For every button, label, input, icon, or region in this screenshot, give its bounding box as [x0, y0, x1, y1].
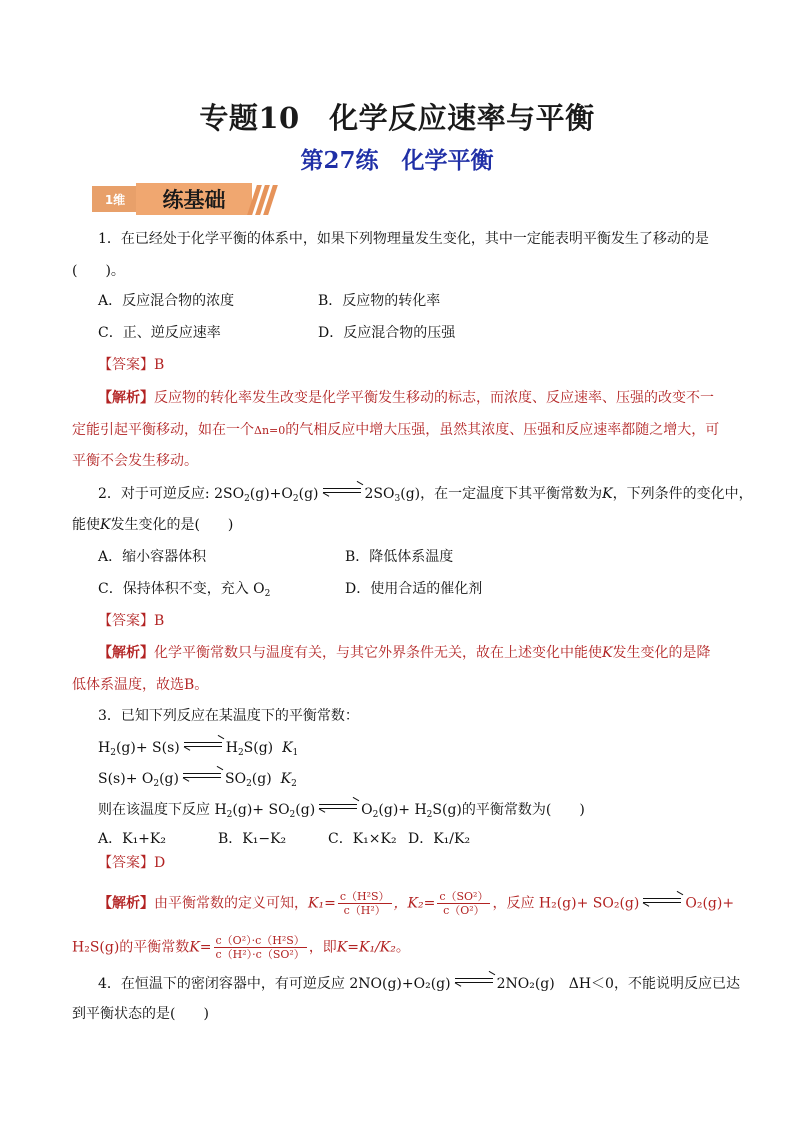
option-text: C．保持体积不变，充入 O [98, 581, 265, 597]
q4-stem-line1 [98, 974, 740, 994]
q3-ask [98, 800, 585, 825]
reaction-text: H [225, 740, 238, 756]
analysis-text: H₂S(g)的平衡常数 [72, 939, 190, 956]
stem-text: (g) [298, 486, 319, 502]
q2-stem-line1 [98, 484, 753, 509]
q1-stem-line2: ( )。 [72, 263, 125, 279]
stem-text: K [602, 486, 613, 502]
reaction-text: S(g) [243, 740, 274, 756]
answer-label: 【答案】 [98, 357, 154, 373]
equilibrium-arrow-icon [643, 896, 681, 906]
stem-text: (g)，在一定温度下其平衡常数为 [400, 486, 603, 502]
analysis-text: ，即 [308, 939, 337, 956]
reaction-text: S(s)+ O [98, 771, 154, 787]
answer-value: D [154, 855, 166, 871]
analysis-text: K₁= [308, 895, 336, 912]
subscript: 2 [426, 810, 433, 820]
subscript: 2 [264, 589, 271, 599]
stem-text: 4．在恒温下的密闭容器中，有可逆反应 2NO(g)+O₂(g) [98, 976, 451, 992]
banner-tag: 1维 [92, 186, 138, 212]
fraction-denominator: c（H²） [343, 904, 386, 917]
q2-option-c [98, 579, 270, 604]
q2-answer [98, 611, 164, 631]
q3-option-d: D．K₁/K₂ [408, 831, 471, 847]
q3-reaction-1 [98, 738, 298, 763]
answer-value: B [154, 357, 165, 373]
fraction [338, 890, 392, 917]
fraction-numerator: c（H²S） [339, 890, 390, 903]
stem-text: (g) [295, 802, 316, 818]
section-banner [92, 183, 268, 215]
stem-text: 2SO [364, 486, 395, 502]
stem-text: 能使 [72, 517, 100, 533]
q2-stem-line2 [72, 515, 233, 535]
fraction-denominator: c（H²）·c（SO²） [215, 948, 305, 961]
equilibrium-arrow-icon [183, 771, 221, 781]
stem-text: O [361, 802, 373, 818]
equilibrium-arrow-icon [319, 802, 357, 812]
q1-analysis-line1 [98, 388, 714, 408]
q1-stem-line1: 1．在已经处于化学平衡的体系中，如果下列物理量发生变化，其中一定能表明平衡发生了移动的是 [98, 231, 709, 247]
q1-answer [98, 355, 164, 375]
fraction-numerator: c（SO²） [439, 890, 489, 903]
analysis-text: 。 [395, 939, 410, 956]
q2-option-b: B．降低体系温度 [345, 549, 454, 565]
stem-text: 发生变化的是( ) [110, 517, 234, 533]
analysis-label: 【解析】 [98, 645, 154, 661]
stem-text: (g)+O [249, 486, 293, 502]
q3-analysis-line1 [98, 890, 734, 917]
subscript: 3 [394, 494, 401, 504]
q3-stem: 3．已知下列反应在某温度下的平衡常数： [98, 708, 359, 724]
banner-label: 练基础 [136, 183, 252, 215]
q3-answer [98, 853, 165, 873]
fraction [214, 934, 307, 961]
subscript: 2 [291, 779, 297, 789]
fraction-numerator: c（O²）·c（H²S） [215, 934, 305, 947]
analysis-text: 由平衡常数的定义可知， [154, 895, 308, 912]
analysis-text: K= [189, 939, 212, 956]
q1-option-b: B．反应物的转化率 [318, 293, 441, 309]
q4-stem-line2: 到平衡状态的是( ) [72, 1006, 209, 1022]
q1-option-a: A．反应混合物的浓度 [98, 293, 235, 309]
subscript: 2 [246, 779, 252, 789]
equilibrium-arrow-icon [184, 740, 222, 750]
q3-option-c: C．K₁×K₂ [328, 831, 397, 847]
analysis-text: Δn=0 [254, 424, 286, 437]
stem-text: 2NO₂(g) ΔH＜0，不能说明反应已达 [496, 976, 740, 992]
reaction-text: SO [224, 771, 247, 787]
q1-option-d: D．反应混合物的压强 [318, 325, 456, 341]
analysis-text: 反应物的转化率发生改变是化学平衡发生移动的标志，而浓度、反应速率、压强的改变不一 [154, 390, 714, 406]
q1-option-c: C．正、逆反应速率 [98, 325, 221, 341]
q3-option-a: A．K₁+K₂ [98, 831, 166, 847]
q3-analysis-line2 [72, 934, 410, 961]
stem-text: ，下列条件的变化中， [612, 486, 753, 502]
analysis-text: K [602, 645, 613, 661]
q2-analysis-line1 [98, 643, 710, 663]
reaction-text: H [98, 740, 111, 756]
reaction-text: (g) [159, 771, 179, 787]
subscript: 2 [226, 810, 233, 820]
page-subtitle: 第27练 化学平衡 [300, 147, 494, 174]
page-title: 专题10 化学反应速率与平衡 [199, 101, 595, 135]
answer-label: 【答案】 [98, 855, 154, 871]
fraction-denominator: c（O²） [443, 904, 485, 917]
reaction-text: (g)+ S(s) [115, 740, 180, 756]
analysis-text: 的气相反应中增大压强，虽然其浓度、压强和反应速率都随之增大，可 [285, 422, 720, 438]
analysis-text: O₂(g)+ [685, 895, 735, 912]
stem-text: (g)+ H [378, 802, 427, 818]
analysis-text: K=K₁/K₂ [336, 939, 396, 956]
q1-analysis-line3: 平衡不会发生移动。 [72, 453, 198, 469]
q2-analysis-line2: 低体系温度，故选B。 [72, 677, 209, 693]
fraction [437, 890, 490, 917]
stem-text: 则在该温度下反应 H [98, 802, 227, 818]
subscript: 2 [372, 810, 379, 820]
subscript: 2 [110, 748, 116, 758]
stem-text: (g)+ SO [232, 802, 290, 818]
analysis-label: 【解析】 [98, 895, 154, 912]
answer-value: B [154, 613, 165, 629]
stem-text: K [100, 517, 111, 533]
subscript: 2 [292, 494, 299, 504]
answer-label: 【答案】 [98, 613, 154, 629]
subscript: 1 [292, 748, 299, 758]
q3-reaction-2 [98, 769, 297, 794]
q1-analysis-line2 [72, 420, 719, 441]
subscript: 2 [244, 494, 250, 504]
equilibrium-arrow-icon [323, 486, 361, 496]
equilibrium-arrow-icon [455, 976, 493, 986]
analysis-text: 发生变化的是降 [612, 645, 711, 661]
analysis-text: ，K₂= [393, 895, 436, 912]
subscript: 2 [153, 779, 160, 789]
q2-option-a: A．缩小容器体积 [98, 549, 207, 565]
reaction-text: (g) [251, 771, 272, 787]
reaction-text: K [280, 771, 292, 787]
analysis-text: 化学平衡常数只与温度有关，与其它外界条件无关，故在上述变化中能使 [154, 645, 602, 661]
subscript: 2 [289, 810, 296, 820]
stem-text: 2．对于可逆反应: 2SO [98, 486, 245, 502]
reaction-text: K [282, 740, 293, 756]
q3-option-b: B．K₁−K₂ [218, 831, 287, 847]
subscript: 2 [237, 748, 244, 758]
analysis-text: 定能引起平衡移动，如在一个 [72, 422, 254, 438]
analysis-text: ，反应 H₂(g)+ SO₂(g) [492, 895, 640, 912]
stem-text: S(g)的平衡常数为( ) [432, 802, 585, 818]
q2-option-d: D．使用合适的催化剂 [345, 581, 483, 597]
analysis-label: 【解析】 [98, 390, 154, 406]
